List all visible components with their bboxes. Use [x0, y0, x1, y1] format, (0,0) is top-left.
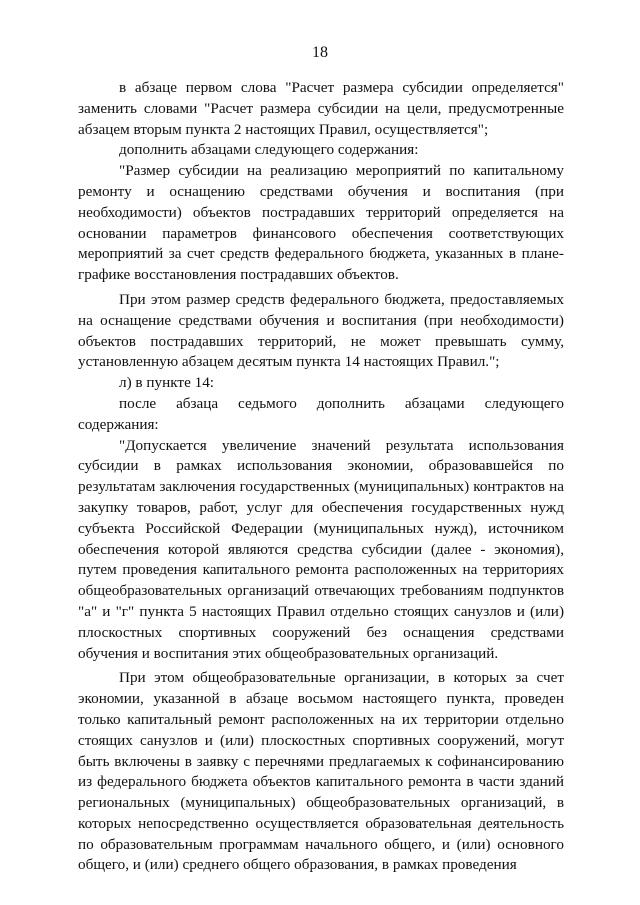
document-body: [78, 78, 564, 876]
paragraph-item-l: л) в пункте 14:: [119, 374, 215, 392]
paragraph-economy-usage: "Допускается увеличение значений результата использования субсидии в рамках использования экономии, образовавшейся по результатам заключения государственных (муниципальных) контрактов на закупку товаров, работ, услуг для обеспечения государственных нужд субъекта Российской Федерации (муниципальных нужд), источником обеспечения которой являются средства субсидии (далее - экономия), путем проведения капитального ремонта расположенных на территориях общеобразовательных организаций отвечающих требованиям подпунктов "а" и "г" пункта 5 настоящих Правил отдельно стоящих санузлов и (или) плоскостных спортивных сооружений без оснащения средствами обучения и воспитания этих общеобразовательных организаций.: [78, 436, 564, 662]
paragraph-add-abzacy: дополнить абзацами следующего содержания:: [119, 141, 419, 159]
paragraph-subsidy-size: "Размер субсидии на реализацию мероприятий по капитальному ремонту и оснащению средствами обучения и воспитания (при необходимости) объектов пострадавших территорий определяется на основании параметров финансового обеспечения соответствующих мероприятий за счет средств федерального бюджета, указанных в плане-графике восстановления пострадавших объектов.: [78, 162, 564, 284]
paragraph-organizations-inclusion: При этом общеобразовательные организации, в которых за счет экономии, указанной в абзаце восьмом настоящего пункта, проведен только капитальный ремонт расположенных на их территории отдельно стоящих санузлов и (или) плоскостных спортивных сооружений, могут быть включены в заявку с перечнями предлагаемых к софинансированию из федерального бюджета объектов капитального ремонта в части зданий региональных (муниципальных) общеобразовательных организаций, в которых непосредственно осуществляется образовательная деятельность по образовательным программам начального общего, и (или) основного общего, и (или) среднего общего образования, в рамках проведения: [78, 669, 564, 874]
paragraph-amend-first-abzac: в абзаце первом слова "Расчет размера субсидии определяется" заменить словами "Расчет размера субсидии на цели, предусмотренные абзацем вторым пункта 2 настоящих Правил, осуществляется";: [78, 79, 564, 138]
paragraph-federal-funds-limit: При этом размер средств федерального бюджета, предоставляемых на оснащение средствами обучения и воспитания (при необходимости) объектов пострадавших территорий, не может превышать сумму, установленную абзацем десятым пункта 14 настоящих Правил.";: [78, 290, 564, 371]
paragraph-after-seventh-abzac: после абзаца седьмого дополнить абзацами следующего содержания:: [78, 394, 564, 433]
page-number: 18: [312, 44, 328, 61]
